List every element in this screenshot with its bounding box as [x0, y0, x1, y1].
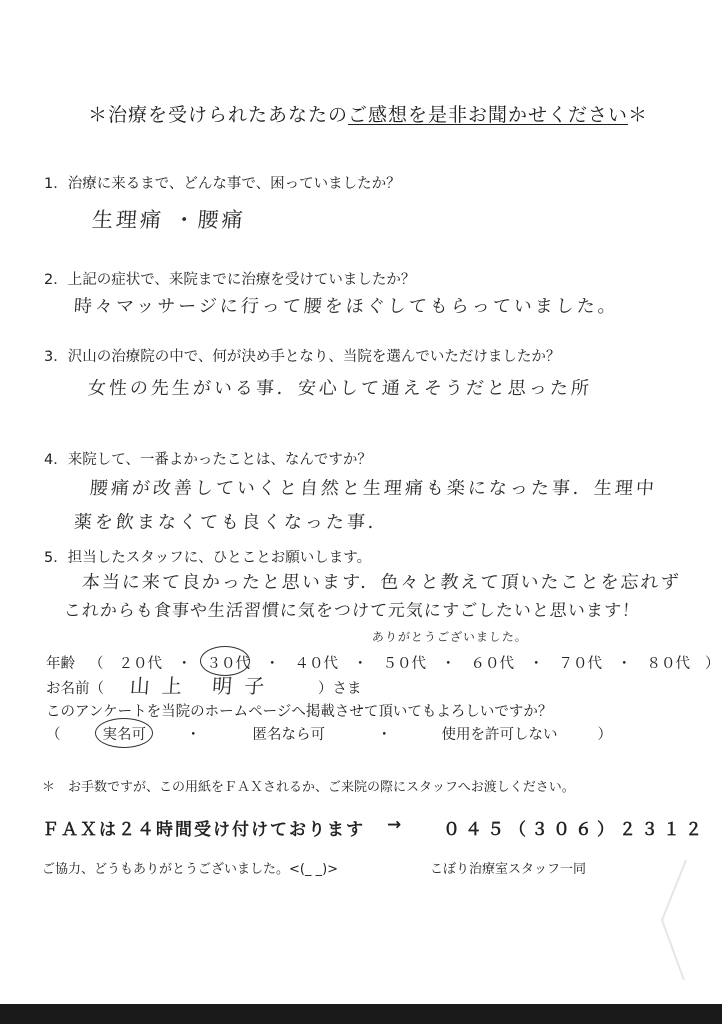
consent-question: このアンケートを当院のホームページへ掲載させて頂いてもよろしいですか？	[46, 704, 553, 720]
answer-2: 時々マッサージに行って腰をほぐしてもらっていました。	[73, 296, 620, 317]
age-close: ）	[705, 656, 720, 672]
age-option-80s[interactable]: ８０代	[646, 656, 690, 672]
age-separator: ・	[529, 656, 544, 672]
answer-5-line-2: これからも食事や生活習慣に気をつけて元気にすごしたいと思います！	[63, 601, 641, 621]
consent-close: ）	[597, 727, 612, 743]
title-prefix: ＊治療を受けられたあなたの	[88, 104, 349, 126]
age-option-60s[interactable]: ６０代	[470, 656, 514, 672]
scan-bottom-border	[0, 1004, 722, 1024]
consent-option-anonymous[interactable]: 匿名なら可	[252, 727, 325, 743]
age-open: （	[89, 656, 104, 672]
consent-open: （	[46, 727, 61, 743]
form-title	[88, 100, 648, 127]
consent-option-real-name[interactable]	[103, 723, 147, 744]
age-option-30s-label: ３０代	[206, 656, 250, 672]
age-option-20s[interactable]: ２０代	[118, 656, 162, 672]
age-separator: ・	[353, 656, 368, 672]
question-2: 2．上記の症状で、来院までに治療を受けていましたか？	[44, 272, 416, 288]
answer-4-line-1: 腰痛が改善していくと自然と生理痛も楽になった事．生理中	[89, 478, 658, 499]
name-value[interactable]: 山上 明子	[129, 674, 278, 698]
answer-4-line-2: 薬を飲まなくても良くなった事．	[73, 512, 390, 533]
arrow-right-icon: →	[387, 815, 402, 835]
question-4: 4．来院して、一番よかったことは、なんですか？	[44, 452, 372, 468]
answer-1: 生理痛 ・腰痛	[91, 208, 247, 232]
answer-3: 女性の先生がいる事．安心して通えそうだと思った所	[87, 378, 593, 399]
consent-options	[46, 723, 612, 744]
answer-5-line-1: 本当に来て良かったと思います．色々と教えて頂いたことを忘れず	[81, 572, 682, 593]
fax-label: ＦＡＸは２４時間受け付けております	[42, 820, 365, 840]
age-option-50s[interactable]: ５０代	[382, 656, 426, 672]
selected-circle-mark	[95, 718, 153, 748]
thanks-message: ご協力、どうもありがとうございました。<(_ _)>	[42, 862, 339, 877]
age-separator: ・	[617, 656, 632, 672]
name-label: お名前（	[46, 681, 104, 697]
consent-separator: ・	[186, 727, 201, 743]
age-option-40s[interactable]: ４０代	[294, 656, 338, 672]
consent-option-real-name-label: 実名可	[102, 727, 146, 743]
age-separator: ・	[177, 656, 192, 672]
consent-separator: ・	[377, 727, 392, 743]
question-3: 3．沢山の治療院の中で、何が決め手となり、当院を選んでいただけましたか？	[44, 349, 561, 365]
fax-number: ０４５（３０６）２３１２	[443, 820, 707, 840]
title-underlined: ご感想を是非お聞かせください	[348, 104, 629, 126]
staff-signature: こぼり治療室スタッフ一同	[430, 862, 587, 877]
answer-5-line-3: ありがとうございました。	[371, 630, 529, 644]
question-1: 1．治療に来るまで、どんな事で、困っていましたか？	[44, 176, 401, 192]
age-separator: ・	[265, 656, 280, 672]
consent-option-deny[interactable]: 使用を許可しない	[441, 727, 558, 743]
age-label: 年齢	[46, 656, 75, 672]
title-suffix: ＊	[628, 104, 649, 126]
age-option-70s[interactable]: ７０代	[558, 656, 602, 672]
submission-note: ＊ お手数ですが、この用紙をＦＡＸされるか、ご来院の際にスタッフへお渡しください。	[42, 780, 575, 795]
age-separator: ・	[441, 656, 456, 672]
scan-artifact	[656, 860, 692, 980]
name-suffix: ）さま	[318, 681, 362, 697]
question-5: 5．担当したスタッフに、ひとことお願いします。	[44, 550, 372, 566]
